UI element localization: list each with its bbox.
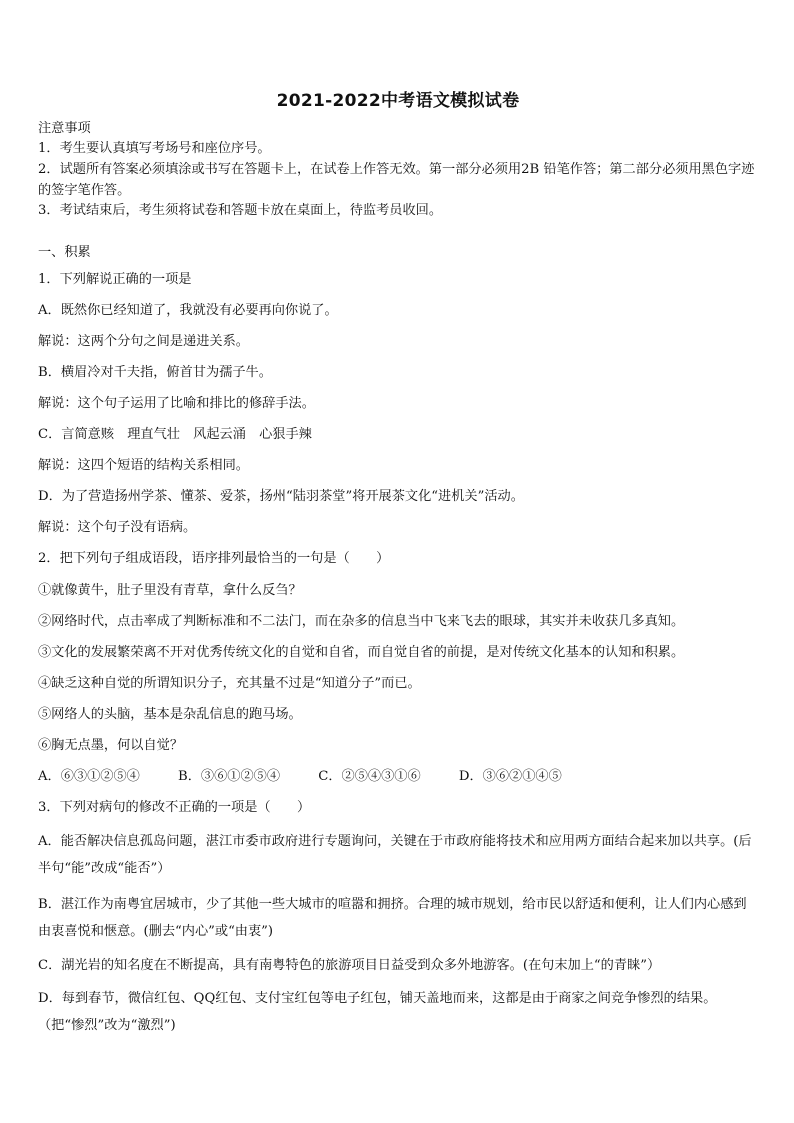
question-1-stem: 1．下列解说正确的一项是 [38, 272, 192, 287]
q2-line: ②网络时代，点击率成了判断标准和不二法门，而在杂多的信息当中飞来飞去的眼球，其实并未收获几多真知。 [38, 614, 685, 629]
question-2-stem: 2．把下列句子组成语段，语序排列最恰当的一句是（ ） [38, 551, 390, 566]
q1-line: 解说：这两个分句之间是递进关系。 [38, 334, 249, 349]
q2-options [38, 768, 596, 786]
q3-option-d: D．每到春节，微信红包、QQ红包、支付宝红包等电子红包，铺天盖地而来，这都是由于商家之间竞争惨烈的结果。（把“惨烈”改为“激烈”) [38, 991, 717, 1033]
q1-line: A．既然你已经知道了，我就没有必要再向你说了。 [38, 303, 338, 318]
q3-option-b: B．湛江作为南粤宜居城市，少了其他一些大城市的喧嚣和拥挤。合理的城市规划，给市民以舒适和便利，让人们内心感到由衷喜悦和惬意。(删去“内心”或“由衷”) [38, 897, 747, 939]
q2-option-c: C．②⑤④③①⑥ [318, 769, 421, 784]
q2-line: ④缺乏这种自觉的所谓知识分子，充其量不过是“知道分子”而已。 [38, 676, 421, 691]
q2-line: ⑥胸无点墨，何以自觉？ [38, 738, 184, 753]
q1-line: B．横眉冷对千夫指，俯首甘为孺子牛。 [38, 365, 272, 380]
q1-line: C．言简意赅 理直气壮 风起云涌 心狠手辣 [38, 427, 312, 442]
q1-line: 解说：这四个短语的结构关系相同。 [38, 458, 249, 473]
question-3-stem: 3．下列对病句的修改不正确的一项是（ ） [38, 800, 311, 815]
q2-option-b: B．③⑥①②⑤④ [178, 769, 281, 784]
notice-heading: 注意事项 [38, 121, 91, 136]
q1-line: 解说：这个句子没有语病。 [38, 520, 197, 535]
q2-line: ⑤网络人的头脑，基本是杂乱信息的跑马场。 [38, 707, 302, 722]
notice-item-3: 3．考试结束后，考生须将试卷和答题卡放在桌面上，待监考员收回。 [38, 203, 443, 218]
q1-line: 解说：这个句子运用了比喻和排比的修辞手法。 [38, 396, 315, 411]
q3-option-a: A．能否解决信息孤岛问题，湛江市委市政府进行专题询问，关键在于市政府能将技术和应用两方面结合起来加以共享。(后半句“能”改成“能否”） [38, 834, 752, 876]
page-title: 2021-2022中考语文模拟试卷 [276, 91, 520, 111]
q2-line: ③文化的发展繁荣离不开对优秀传统文化的自觉和自省，而自觉自省的前提，是对传统文化基本的认知和积累。 [38, 645, 685, 660]
q1-line: D．为了营造扬州学茶、懂茶、爱茶，扬州“陆羽茶堂”将开展茶文化“进机关”活动。 [38, 489, 524, 504]
q2-option-d: D．③⑥②①④⑤ [458, 769, 562, 784]
notice-item-2: 2．试题所有答案必须填涂或书写在答题卡上，在试卷上作答无效。第一部分必须用2B 铅笔作答；第二部分必须用黑色字迹的签字笔作答。 [38, 162, 755, 198]
q2-line: ①就像黄牛，肚子里没有青草，拿什么反刍？ [38, 583, 302, 598]
notice-item-1: 1．考生要认真填写考场号和座位序号。 [38, 141, 271, 156]
q3-option-c: C．湖光岩的知名度在不断提高，具有南粤特色的旅游项目日益受到众多外地游客。(在句末加上“的青睐”） [38, 958, 661, 973]
q2-option-a: A．⑥③①②⑤④ [38, 769, 140, 784]
section-heading: 一、积累 [38, 245, 91, 260]
